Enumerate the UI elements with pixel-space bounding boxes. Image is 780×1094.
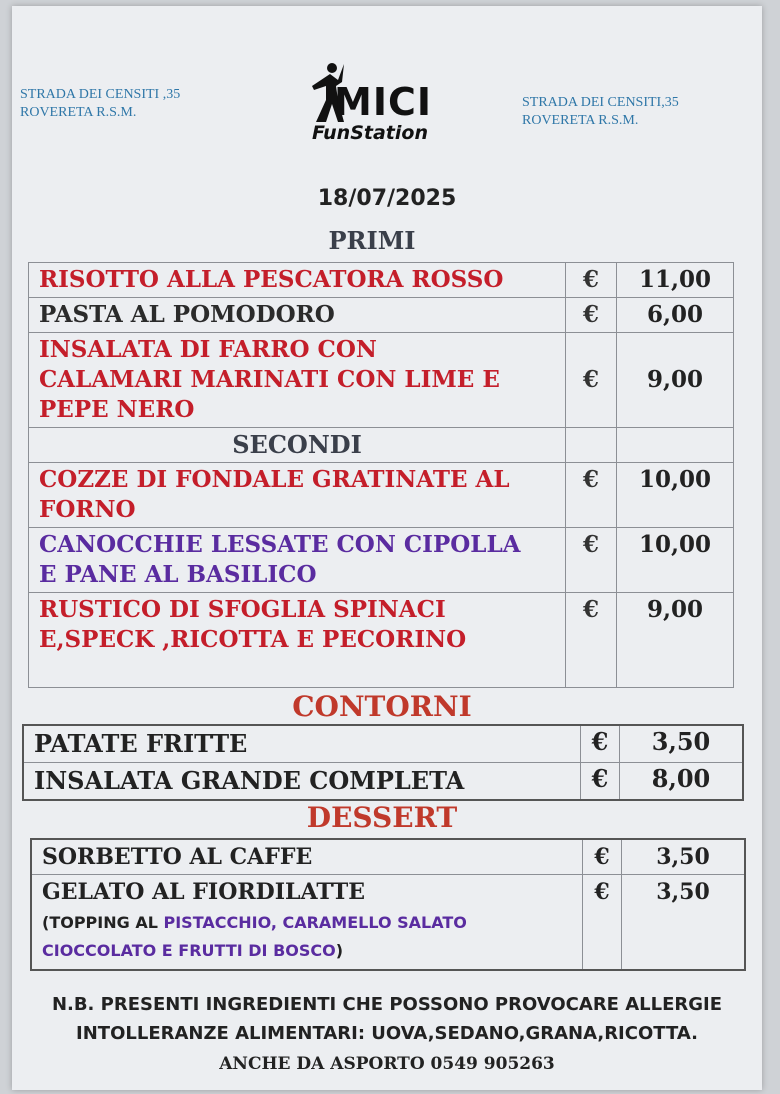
primi-secondi-table <box>28 262 734 688</box>
address-right-city: ROVERETA R.S.M. <box>522 113 639 128</box>
dish-name <box>29 463 566 528</box>
dish-name <box>31 875 583 971</box>
allergy-note-line-2: INTOLLERANZE ALIMENTARI: UOVA,SEDANO,GRANA,RICOTTA. <box>76 1023 698 1044</box>
takeaway-phone: ANCHE DA ASPORTO 0549 905263 <box>219 1054 555 1074</box>
table-row <box>23 725 743 763</box>
dish-line: FORNO <box>39 496 136 523</box>
logo-brand: MICI <box>334 80 432 124</box>
logo-subtitle: FunStation <box>312 122 428 144</box>
dish-name: PATATE FRITTE <box>23 725 581 763</box>
currency: € <box>566 263 617 298</box>
dish-price: 3,50 <box>620 725 744 763</box>
dish-name <box>29 298 566 333</box>
menu-sheet <box>12 6 762 1090</box>
dish-line: COZZE DI FONDALE GRATINATE AL <box>39 466 510 493</box>
currency: € <box>581 763 620 801</box>
dish-line: PASTA AL POMODORO <box>39 301 335 328</box>
dish-line: CANOCCHIE LESSATE CON CIPOLLA <box>39 531 521 558</box>
dish-price: 10,00 <box>617 463 734 528</box>
currency: € <box>566 593 617 688</box>
contorni-table <box>22 724 744 801</box>
dish-price: 9,00 <box>617 593 734 688</box>
table-row <box>31 875 745 971</box>
empty-cell <box>566 428 617 463</box>
dish-line: RUSTICO DI SFOGLIA SPINACI <box>39 596 446 623</box>
dish-price: 6,00 <box>617 298 734 333</box>
currency: € <box>566 528 617 593</box>
dessert-table <box>30 838 746 971</box>
dish-price: 11,00 <box>617 263 734 298</box>
dish-name <box>29 263 566 298</box>
dish-line: E,SPECK ,RICOTTA E PECORINO <box>39 626 467 653</box>
currency: € <box>581 725 620 763</box>
section-title-secondi: SECONDI <box>29 428 566 463</box>
dish-line: E PANE AL BASILICO <box>39 561 317 588</box>
dish-line: GELATO AL FIORDILATTE <box>42 879 366 905</box>
section-title-contorni: CONTORNI <box>292 690 472 723</box>
address-right-street: STRADA DEI CENSITI,35 <box>522 95 679 110</box>
table-row <box>23 763 743 801</box>
currency: € <box>566 463 617 528</box>
address-left-city: ROVERETA R.S.M. <box>20 105 137 120</box>
dish-line: RISOTTO ALLA PESCATORA ROSSO <box>39 266 504 293</box>
table-row <box>31 839 745 875</box>
currency: € <box>566 298 617 333</box>
empty-cell <box>617 428 734 463</box>
dish-price: 3,50 <box>622 839 746 875</box>
topping-open: (TOPPING AL <box>42 913 164 932</box>
dish-price: 10,00 <box>617 528 734 593</box>
topping-note <box>42 909 572 969</box>
address-left-street: STRADA DEI CENSITI ,35 <box>20 87 181 102</box>
topping-flavors-1: PISTACCHIO, CARAMELLO SALATO <box>163 913 467 932</box>
dish-name: SORBETTO AL CAFFE <box>31 839 583 875</box>
section-title-dessert: DESSERT <box>306 801 458 834</box>
dish-line: INSALATA DI FARRO CON <box>39 336 377 363</box>
topping-close: ) <box>335 941 344 960</box>
table-row <box>29 593 734 688</box>
address-right <box>522 94 679 130</box>
dish-line: PEPE NERO <box>39 396 195 423</box>
section-title-primi: PRIMI <box>328 226 416 255</box>
dish-price: 9,00 <box>617 333 734 428</box>
dish-name <box>29 593 566 688</box>
topping-flavors-2: CIOCCOLATO E FRUTTI DI BOSCO <box>42 941 336 960</box>
dish-name: INSALATA GRANDE COMPLETA <box>23 763 581 801</box>
currency: € <box>566 333 617 428</box>
table-row <box>29 428 734 463</box>
table-row <box>29 298 734 333</box>
dish-name <box>29 333 566 428</box>
dish-name <box>29 528 566 593</box>
logo <box>304 56 464 148</box>
dish-line: CALAMARI MARINATI CON LIME E <box>39 366 500 393</box>
dish-price: 8,00 <box>620 763 744 801</box>
table-row <box>29 263 734 298</box>
currency: € <box>583 875 622 971</box>
allergy-note-line-1: N.B. PRESENTI INGREDIENTI CHE POSSONO PROVOCARE ALLERGIE <box>51 994 723 1015</box>
currency: € <box>583 839 622 875</box>
dish-price: 3,50 <box>622 875 746 971</box>
menu-date: 18/07/2025 <box>317 186 457 211</box>
table-row <box>29 463 734 528</box>
address-left <box>20 86 180 122</box>
table-row <box>29 528 734 593</box>
table-row <box>29 333 734 428</box>
